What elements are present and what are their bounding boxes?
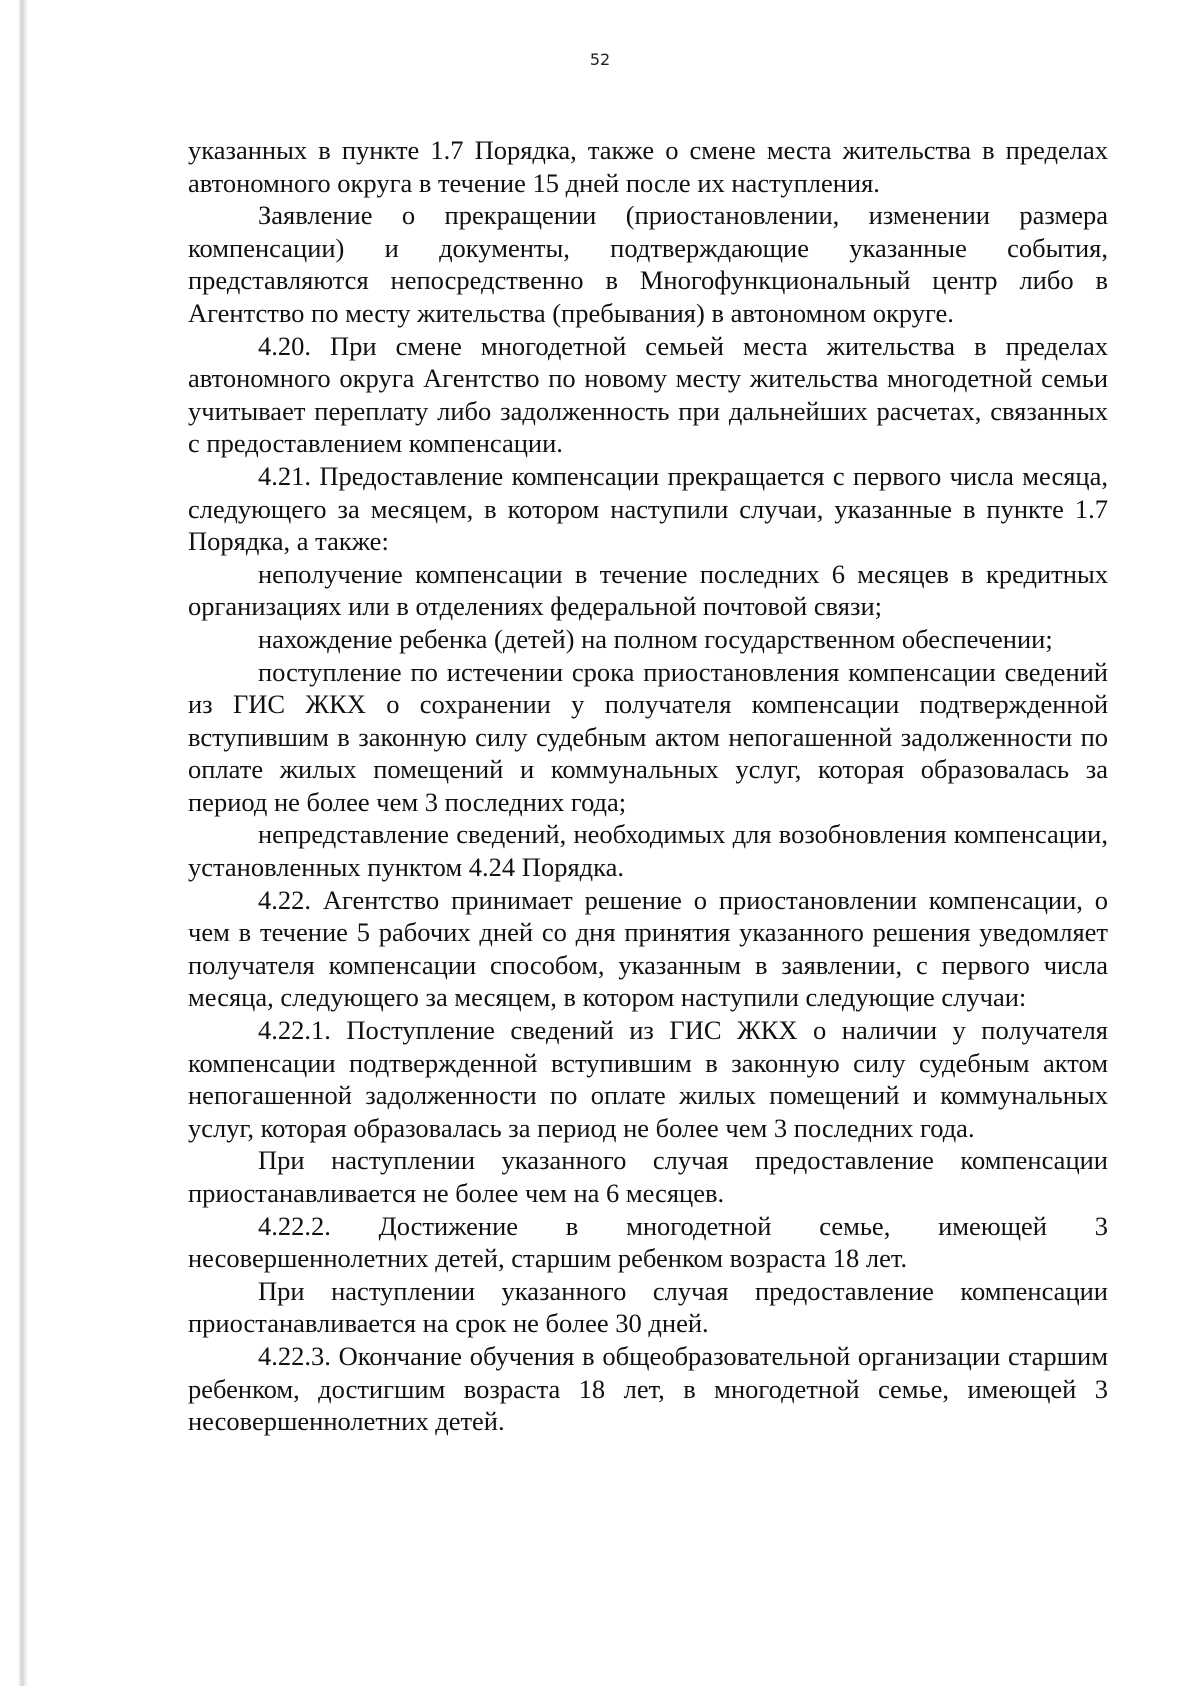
scan-binding-edge bbox=[18, 0, 28, 1686]
list-item-non-submission: непредставление сведений, необходимых для возобновления компенсации, установленных пунктом 4.24 Порядка. bbox=[188, 819, 1108, 883]
paragraph-suspension-30-days: При наступлении указанного случая предоставление компенсации приостанавливается на срок не более 30 дней. bbox=[188, 1275, 1108, 1339]
paragraph-4-21: 4.21. Предоставление компенсации прекращается с первого числа месяца, следующего за месяцем, в котором наступили случаи, указанные в пункте 1.7 Порядка, а также: bbox=[188, 460, 1108, 557]
list-item-state-support: нахождение ребенка (детей) на полном государственном обеспечении; bbox=[258, 623, 1053, 654]
document-body bbox=[188, 134, 1108, 1438]
paragraph-4-22-1: 4.22.1. Поступление сведений из ГИС ЖКХ о наличии у получателя компенсации подтвержденной вступившим в законную силу судебным актом непогашенной задолженности по оплате жилых помещений и коммунальных услуг, которая образовалась за период не более чем 3 последних года. bbox=[188, 1015, 1108, 1143]
paragraph-4-20: 4.20. При смене многодетной семьей места жительства в пределах автономного округа Агентство по новому месту жительства многодетной семьи учитывает переплату либо задолженность при дальнейших расчетах, связанных с предоставлением компенсации. bbox=[188, 330, 1108, 459]
paragraph-4-22: 4.22. Агентство принимает решение о приостановлении компенсации, о чем в течение 5 рабочих дней со дня принятия указанного решения уведомляет получателя компенсации способом, указанным в заявлении, с первого числа месяца, следующего за месяцем, в котором наступили следующие случаи: bbox=[188, 884, 1108, 1013]
page-number: 52 bbox=[589, 50, 611, 69]
paragraph-4-22-3: 4.22.3. Окончание обучения в общеобразовательной организации старшим ребенком, достигшим возраста 18 лет, в многодетной семье, имеющей 3 несовершеннолетних детей. bbox=[188, 1340, 1108, 1437]
paragraph-suspension-6-months: При наступлении указанного случая предоставление компенсации приостанавливается не более чем на 6 месяцев. bbox=[188, 1145, 1108, 1208]
list-item-non-receipt: неполучение компенсации в течение последних 6 месяцев в кредитных организациях или в отделениях федеральной почтовой связи; bbox=[188, 558, 1108, 622]
list-item-debt-info: поступление по истечении срока приостановления компенсации сведений из ГИС ЖКХ о сохранении у получателя компенсации подтвержденной вступившим в законную силу судебным актом непогашенной задолженности по оплате жилых помещений и коммунальных услуг, которая образовалась за период не более чем 3 последних года; bbox=[188, 656, 1108, 817]
paragraph-4-22-2: 4.22.2. Достижение в многодетной семье, имеющей 3 несовершеннолетних детей, старшим ребенком возраста 18 лет. bbox=[188, 1210, 1108, 1274]
paragraph-statement: Заявление о прекращении (приостановлении, изменении размера компенсации) и документы, подтверждающие указанные события, представляются непосредственно в Многофункциональный центр либо в Агентство по месту жительства (пребывания) в автономном округе. bbox=[188, 200, 1108, 328]
paragraph-continuation: указанных в пункте 1.7 Порядка, также о смене места жительства в пределах автономного округа в течение 15 дней после их наступления. bbox=[188, 135, 1108, 198]
